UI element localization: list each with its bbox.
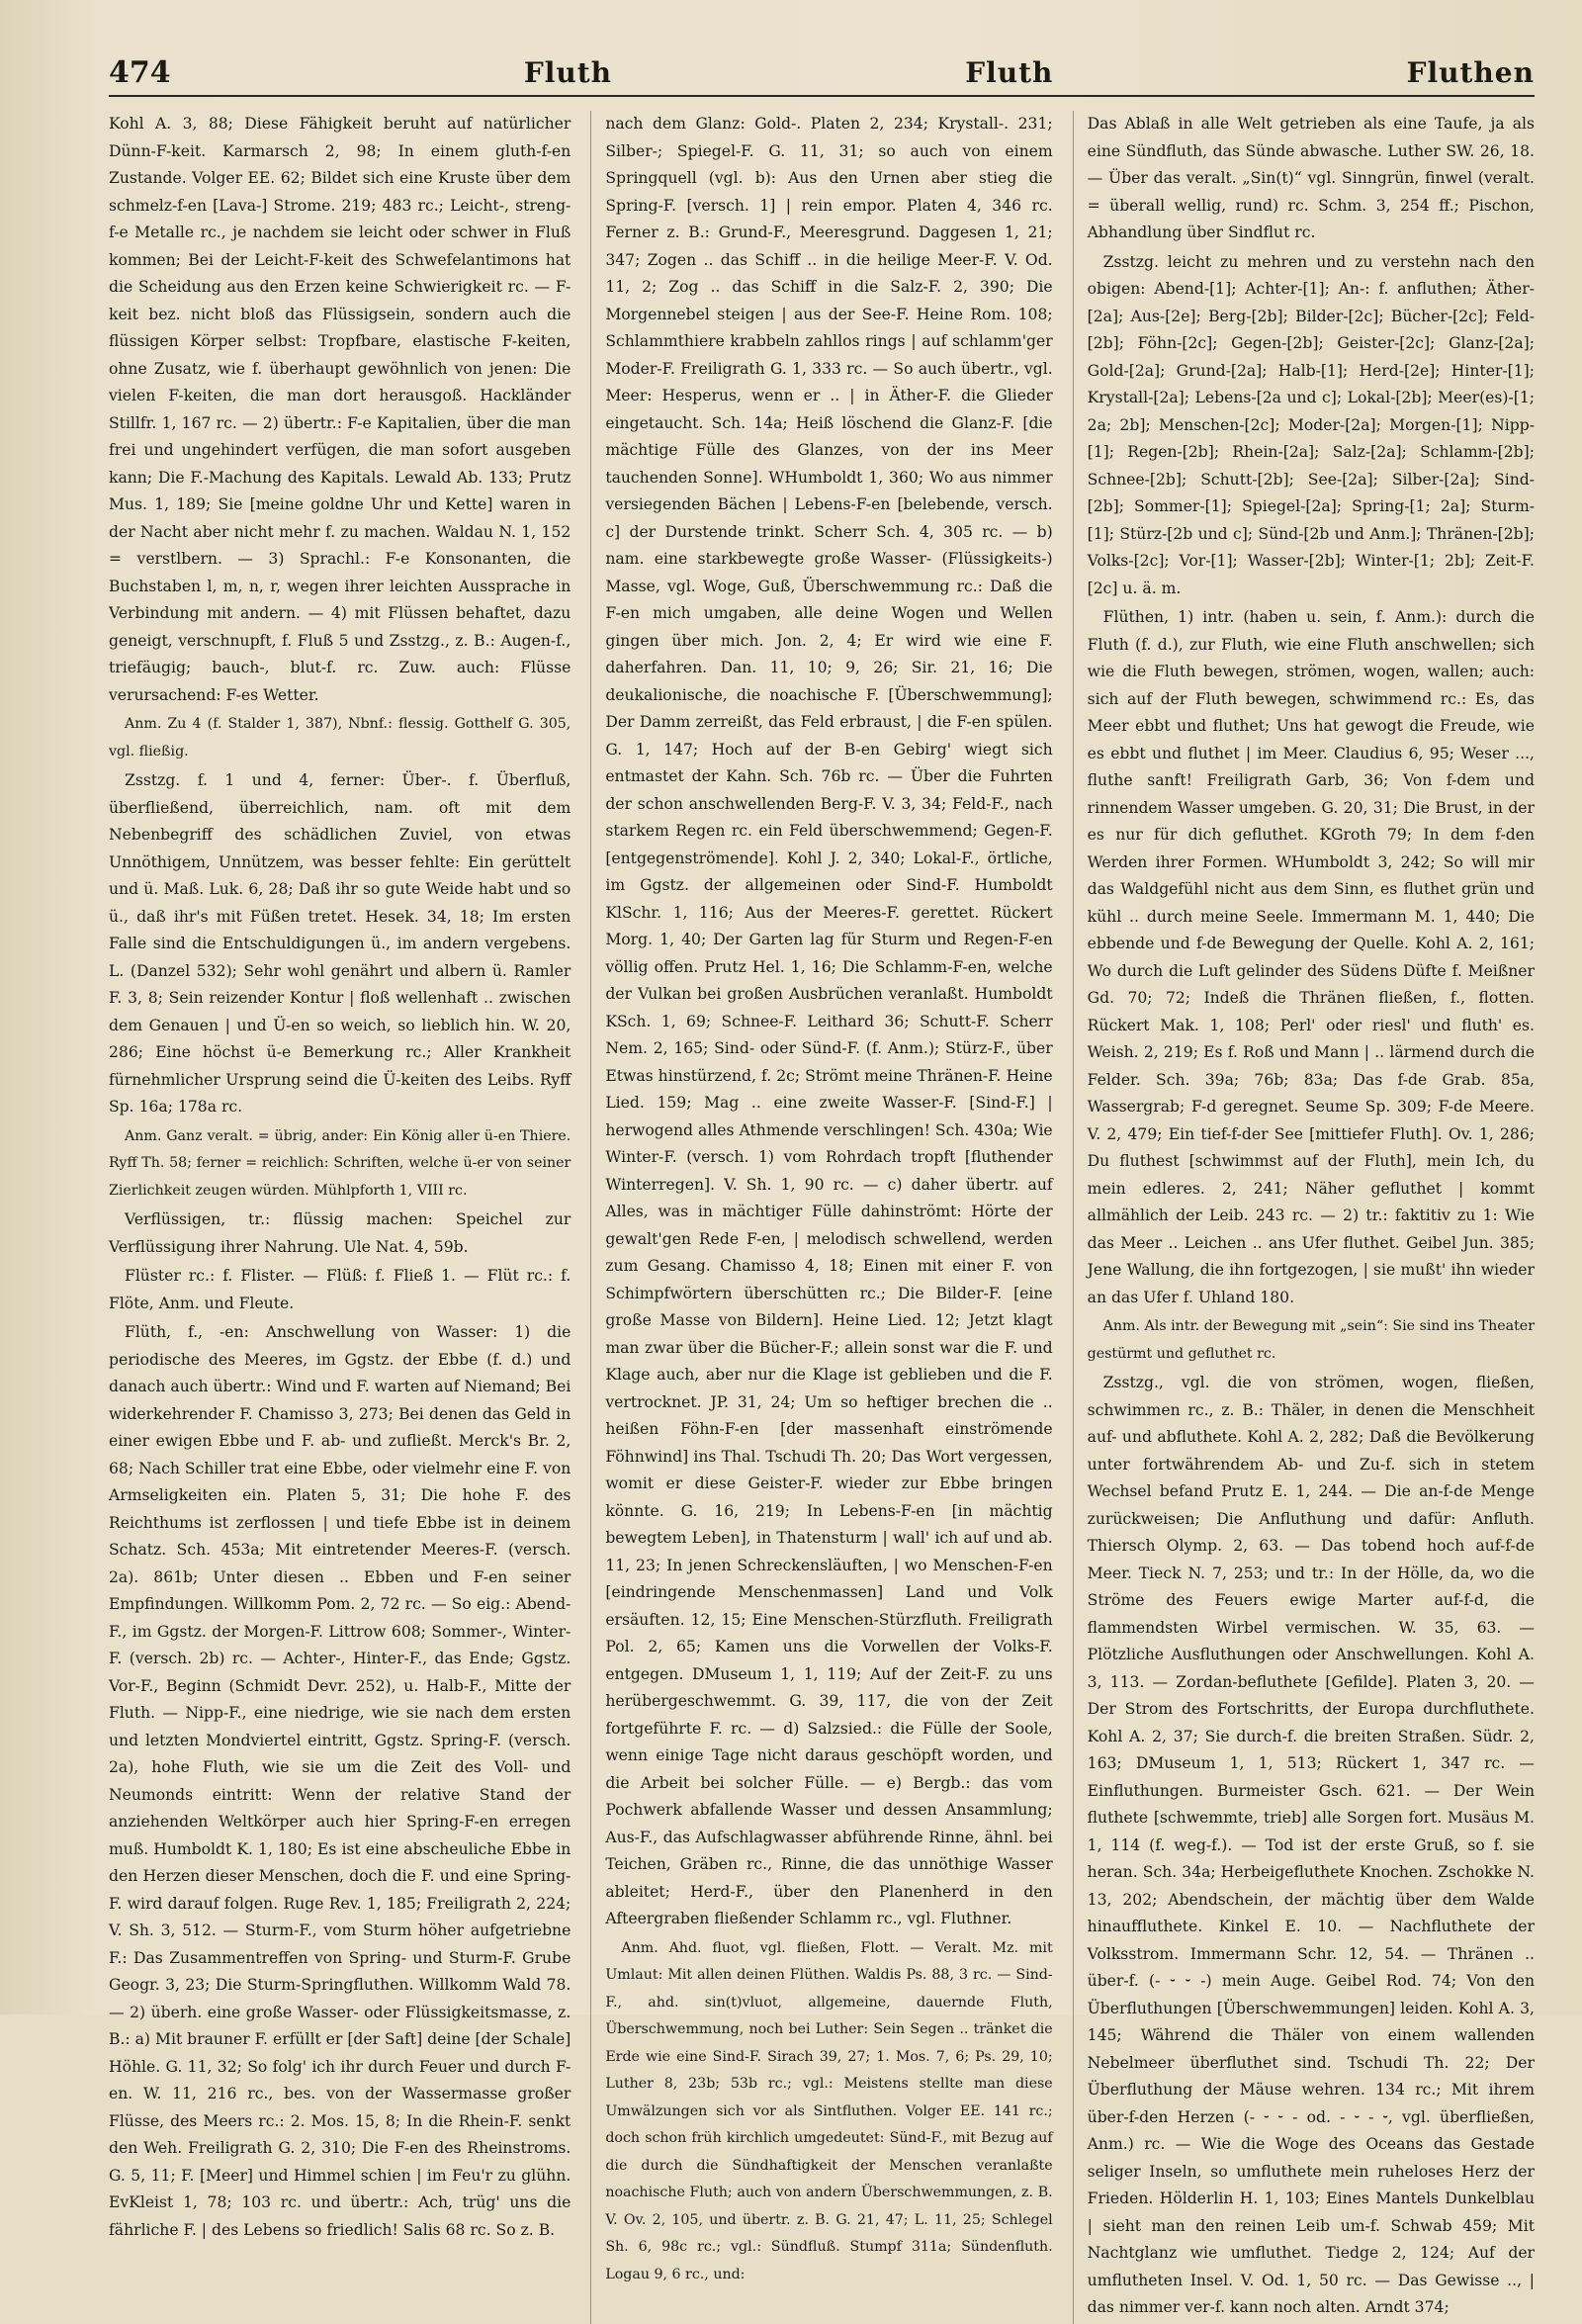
- entry-paragraph: Zsstzg. leicht zu mehren und zu verstehn nach den obigen: Abend-[1]; Achter-[1]; An-: f. anfluthen; Äther-[2a]; Aus-[2e]; Berg-[2b]; Bilder-[2c]; Bücher-[2c]; Feld-[2b]; Föhn-[2c]; Gegen-[2b]; Geister-[2c]; Glanz-[2a]; Gold-[2a]; Grund-[2a]; Halb-[1]; Herd-[2e]; Hinter-[1]; Krystall-[2a]; Lebens-[2a und c]; Lokal-[2b]; Meer(es)-[1; 2a; 2b]; Menschen-[2c]; Moder-[2a]; Morgen-[1]; Nipp-[1]; Regen-[2b]; Rhein-[2a]; Salz-[2a]; Schlamm-[2b]; Schnee-[2b]; Schutt-[2b]; See-[2a]; Silber-[2a]; Sind-[2b]; Sommer-[1]; Spiegel-[2a]; Spring-[1; 2a]; Sturm-[1]; Stürz-[2b und c]; Sünd-[2b und Anm.]; Thränen-[2b]; Volks-[2c]; Vor-[1]; Wasser-[2b]; Winter-[1; 2b]; Zeit-F. [2c] u. ä. m.: [1087, 252, 1535, 597]
- page-header: [109, 55, 1535, 97]
- column-middle: [590, 111, 1052, 2324]
- running-head-left: Fluth: [523, 56, 613, 89]
- entry-paragraph: Flüster rc.: f. Flister. — Flüß: f. Fließ 1. — Flüt rc.: f. Flöte, Anm. und Fleute.: [109, 1267, 571, 1312]
- running-head-center: Fluth: [965, 56, 1054, 89]
- column-left: [109, 111, 571, 2324]
- entry-paragraph: Flüth, f., -en: Anschwellung von Wasser: 1) die periodische des Meeres, im Ggstz. der Ebbe (f. d.) und danach auch übertr.: Wind und F. warten auf Niemand; Bei widerkehrender F. Chamisso 3, 273; Bei denen das Geld in einer ewigen Ebbe und F. ab- und zufließt. Merck's Br. 2, 68; Nach Schiller trat eine Ebbe, oder vielmehr eine F. von Armseligkeiten ein. Platen 5, 31; Die hohe F. des Reichthums ist zerflossen | und tiefe Ebbe ist in deinem Schatz. Sch. 453a; Mit eintretender Meeres-F. (versch. 2a). 861b; Unter diesen .. Ebben und F-en seiner Empfindungen. Willkomm Pom. 2, 72 rc. — So eig.: Abend-F., im Ggstz. der Morgen-F. Littrow 608; Sommer-, Winter-F. (versch. 2b) rc. — Achter-, Hinter-F., das Ende; Ggstz. Vor-F., Beginn (Schmidt Devr. 252), u. Halb-F., Mitte der Fluth. — Nipp-F., eine niedrige, wie sie nach dem ersten und letzten Mondviertel eintritt, Ggstz. Spring-F. (versch. 2a), hohe Fluth, wie sie um die Zeit des Voll- und Neumonds eintritt: Wenn der relative Stand der anziehenden Weltkörper auch hier Spring-F-en erregen muß. Humboldt K. 1, 180; Es ist eine abscheuliche Ebbe in den Herzen dieser Menschen, doch die F. und eine Spring-F. wird darauf folgen. Ruge Rev. 1, 185; Freiligrath 2, 224; V. Sh. 3, 512. — Sturm-F., vom Sturm höher aufgetriebne F.: Das Zusammentreffen von Spring- und Sturm-F. Grube Geogr. 3, 23; Die Sturm-Springfluthen. Willkomm Wald 78. — 2) überh. eine große Wasser- oder Flüssigkeitsmasse, z. B.: a) Mit brauner F. erfüllt er [der Saft] deine [der Schale] Höhle. G. 11, 32; So folg' ich ihr durch Feuer und durch F-en. W. 11, 216 rc., bes. von der Wassermasse großer Flüsse, des Meers rc.: 2. Mos. 15, 8; In die Rhein-F. senkt den Weh. Freiligrath G. 2, 310; Die F-en des Rheinstroms. G. 5, 11; F. [Meer] und Himmel schien | im Feu'r zu glühn. EvKleist 1, 78; 103 rc. und übertr.: Ach, trüg' uns die fährliche F. | des Lebens so friedlich! Salis 68 rc. So z. B.: [109, 1323, 571, 2239]
- text-columns: [109, 111, 1535, 2316]
- column-right: [1073, 111, 1535, 2324]
- annotation-paragraph: Anm. Ganz veralt. = übrig, ander: Ein König aller ü-en Thiere. Ryff Th. 58; ferner = reichlich: Schriften, welche ü-er von seiner Zierlichkeit zeugen würden. Mühlpforth 1, VIII rc.: [109, 1127, 571, 1199]
- entry-paragraph: Das Ablaß in alle Welt getrieben als eine Taufe, ja als eine Sündfluth, das Sünde abwasche. Luther SW. 26, 18. — Über das veralt. „Sin(t)“ vgl. Sinngrün, finwel (veralt. = überall wellig, rund) rc. Schm. 3, 254 ff.; Pischon, Abhandlung über Sindflut rc.: [1087, 115, 1535, 241]
- annotation-paragraph: Anm. Als intr. der Bewegung mit „sein“: Sie sind ins Theater gestürmt und gefluthet rc.: [1087, 1318, 1535, 1362]
- annotation-paragraph: Anm. Ahd. fluot, vgl. fließen, Flott. — Veralt. Mz. mit Umlaut: Mit allen deinen Flüthen. Waldis Ps. 88, 3 rc. — Sind-F., ahd. sin(t)vluot, allgemeine, dauernde Fluth, Überschwemmung, noch bei Luther: Sein Segen .. tränket die Erde wie eine Sind-F. Sirach 39, 27; 1. Mos. 7, 6; Ps. 29, 10; Luther 8, 23b; 53b rc.; vgl.: Meistens stellte man diese Umwälzungen sich vor als Sintfluthen. Volger EE. 141 rc.; doch schon früh kirchlich umgedeutet: Sünd-F., mit Bezug auf die durch die Sündhaftigkeit der Menschen veranlaßte noachische Fluth; auch von andern Überschwemmungen, z. B. V. Ov. 2, 105, und übertr. z. B. G. 21, 47; L. 11, 25; Schlegel Sh. 6, 98c rc.; vgl.: Sündfluß. Stumpf 311a; Sündenfluth. Logau 9, 6 rc., und:: [605, 1939, 1053, 2282]
- annotation-paragraph: Anm. Zu 4 (f. Stalder 1, 387), Nbnf.: flessig. Gotthelf G. 305, vgl. fließig.: [109, 716, 571, 760]
- page-number: 474: [109, 55, 171, 90]
- entry-paragraph: Zsstzg., vgl. die von strömen, wogen, fließen, schwimmen rc., z. B.: Thäler, in denen die Menschheit auf- und abfluthete. Kohl A. 2, 282; Daß die Bevölkerung unter fortwährendem Ab- und Zu-f. sich in stetem Wechsel befand Prutz E. 1, 244. — Die an-f-de Menge zurückweisen; Die Anfluthung und dafür: Anfluth. Thiersch Olymp. 2, 63. — Das tobend hoch auf-f-de Meer. Tieck N. 7, 253; und tr.: In der Hölle, da, wo die Ströme des Feuers ewige Marter auf-f-d, die flammendsten Wirbel vermischen. W. 35, 63. — Plötzliche Ausfluthungen oder Anschwellungen. Kohl A. 3, 113. — Zordan-befluthete [Gefilde]. Platen 3, 20. — Der Strom des Fortschritts, der Europa durchfluthete. Kohl A. 2, 37; Sie durch-f. die breiten Straßen. Südr. 2, 163; DMuseum 1, 1, 513; Rückert 1, 347 rc. — Einfluthungen. Burmeister Gsch. 621. — Der Wein fluthete [schwemmte, trieb] alle Sorgen fort. Musäus M. 1, 114 (f. weg-f.). — Tod ist der erste Gruß, so f. sie heran. Sch. 34a; Herbeigefluthete Knochen. Zschokke N. 13, 202; Abendschein, der mächtig über dem Walde hinauffluthete. Kinkel E. 10. — Nachfluthete der Volksstrom. Immermann Schr. 12, 54. — Thränen .. über-f. (- ⏑ ⏑ -) mein Auge. Geibel Rod. 74; Von den Überfluthungen [Überschwemmungen] leiden. Kohl A. 3, 145; Während die Thäler von einem wallenden Nebelmeer überfluthet sind. Tschudi Th. 22; Der Überfluthung der Mäuse wehren. 134 rc.; Mit ihrem über-f-den Herzen (- ⏑ ⏑ - od. - ⏑ - ⏑, vgl. überfließen, Anm.) rc. — Wie die Woge des Oceans das Gestade seliger Inseln, so umfluthete mein ruheloses Herz der Frieden. Hölderlin H. 1, 103; Eines Mantels Dunkelblau | sieht man den reinen Leib um-f. Schwab 459; Mit Nachtglanz wie umfluthet. Tiedge 2, 124; Auf der umflutheten Insel. V. Od. 1, 50 rc. — Das Gewisse .., | das nimmer ver-f. kann noch alten. Arndt 374;: [1087, 1374, 1535, 2316]
- entry-paragraph: Flüthen, 1) intr. (haben u. sein, f. Anm.): durch die Fluth (f. d.), zur Fluth, wie eine Fluth anschwellen; sich wie die Fluth bewegen, strömen, wogen, wallen; auch: sich auf der Fluth bewegen, schwimmend rc.: Es, das Meer ebbt und fluthet; Uns hat gewogt die Freude, wie es ebbt und fluthet | im Meer. Claudius 6, 95; Weser ..., fluthe sanft! Freiligrath Garb, 36; Von f-dem und rinnendem Wasser umgeben. G. 20, 31; Die Brust, in der es nur für dich gefluthet. KGroth 79; In dem f-den Werden ihrer Formen. WHumboldt 3, 242; So will mir das Waldgefühl nicht aus dem Sinn, es fluthet grün und kühl .. durch meine Seele. Immermann M. 1, 440; Die ebbende und f-de Bewegung der Quelle. Kohl A. 2, 161; Wo durch die Luft gelinder des Südens Düfte f. Meißner Gd. 70; 72; Indeß die Thränen fließen, f., flotten. Rückert Mak. 1, 108; Perl' oder riesl' und fluth' es. Weish. 2, 219; Es f. Roß und Mann | .. lärmend durch die Felder. Sch. 39a; 76b; 83a; Das f-de Grab. 85a, Wassergrab; F-d geregnet. Seume Sp. 309; F-de Meere. V. 2, 479; Ein tief-f-der See [mittiefer Fluth]. Ov. 1, 286; Du fluthest [schwimmst auf der Fluth], mein Ich, du mein edleres. 2, 241; Näher gefluthet | kommt allmählich der Leib. 243 rc. — 2) tr.: faktitiv zu 1: Wie das Meer .. Leichen .. ans Ufer fluthet. Geibel Jun. 385; Jene Wallung, die ihn fortgezogen, | sie mußt' ihn wieder an das Ufer f. Uhland 180.: [1087, 608, 1535, 1306]
- entry-paragraph: Kohl A. 3, 88; Diese Fähigkeit beruht auf natürlicher Dünn-F-keit. Karmarsch 2, 98; In einem gluth-f-en Zustande. Volger EE. 62; Bildet sich eine Kruste über dem schmelz-f-en [Lava-] Strome. 219; 483 rc.; Leicht-, streng-f-e Metalle rc., je nachdem sie leicht oder schwer in Fluß kommen; Bei der Leicht-F-keit des Schwefelantimons hat die Scheidung aus den Erzen keine Schwierigkeit rc. — F-keit bez. nicht bloß das Flüssigsein, sondern auch die flüssigen Körper selbst: Tropfbare, elastische F-keiten, ohne Zusatz, wie f. überhaupt gewöhnlich von jenen: Die vielen F-keiten, die man dort herausgoß. Hackländer Stillfr. 1, 167 rc. — 2) übertr.: F-e Kapitalien, über die man frei und ungehindert verfügen, die man sofort ausgeben kann; Die F.-Machung des Kapitals. Lewald Ab. 133; Prutz Mus. 1, 189; Sie [meine goldne Uhr und Kette] waren in der Nacht aber nicht mehr f. zu machen. Waldau N. 1, 152 = verstlbern. — 3) Sprachl.: F-e Konsonanten, die Buchstaben l, m, n, r, wegen ihrer leichten Aussprache in Verbindung mit andern. — 4) mit Flüssen behaftet, dazu geneigt, verschnupft, f. Fluß 5 und Zsstzg., z. B.: Augen-f., triefäugig; bauch-, blut-f. rc. Zuw. auch: Flüsse verursachend: F-es Wetter.: [109, 115, 571, 704]
- running-head-right: Fluthen: [1406, 56, 1535, 89]
- entry-paragraph: nach dem Glanz: Gold-. Platen 2, 234; Krystall-. 231; Silber-; Spiegel-F. G. 11, 31; so auch von einem Springquell (vgl. b): Aus den Urnen aber stieg die Spring-F. [versch. 1] | rein empor. Platen 4, 346 rc. Ferner z. B.: Grund-F., Meeresgrund. Daggesen 1, 21; 347; Zogen .. das Schiff .. in die heilige Meer-F. V. Od. 11, 2; Zog .. das Schiff in die Salz-F. 2, 390; Die Morgennebel steigen | aus der See-F. Heine Rom. 108; Schlammthiere krabbeln zahllos rings | auf schlamm'ger Moder-F. Freiligrath G. 1, 333 rc. — So auch übertr., vgl. Meer: Hesperus, wenn er .. | in Äther-F. die Glieder eingetaucht. Sch. 14a; Heiß löschend die Glanz-F. [die mächtige Fülle des Glanzes, von der ins Meer tauchenden Sonne]. WHumboldt 1, 360; Wo aus nimmer versiegenden Bächen | Lebens-F-en [belebende, versch. c] der Durstende trinkt. Scherr Sch. 4, 305 rc. — b) nam. eine starkbewegte große Wasser- (Flüssigkeits-) Masse, vgl. Woge, Guß, Überschwemmung rc.: Daß die F-en mich umgaben, alle deine Wogen und Wellen gingen über mich. Jon. 2, 4; Er wird wie eine F. daherfahren. Dan. 11, 10; 9, 26; Sir. 21, 16; Die deukalionische, die noachische F. [Überschwemmung]; Der Damm zerreißt, das Feld erbraust, | die F-en spülen. G. 1, 147; Hoch auf der B-en Gebirg' wiegt sich entmastet der Kahn. Sch. 76b rc. — Über die Fuhrten der schon anschwellenden Berg-F. V. 3, 34; Feld-F., nach starkem Regen rc. ein Feld überschwemmend; Gegen-F. [entgegenströmende]. Kohl J. 2, 340; Lokal-F., örtliche, im Ggstz. der allgemeinen oder Sind-F. Humboldt KlSchr. 1, 116; Aus der Meeres-F. gerettet. Rückert Morg. 1, 40; Der Garten lag für Sturm und Regen-F-en völlig offen. Prutz Hel. 1, 16; Die Schlamm-F-en, welche der Vulkan bei großen Ausbrüchen veranlaßt. Humboldt KSch. 1, 69; Schnee-F. Leithard 36; Schutt-F. Scherr Nem. 2, 165; Sind- oder Sünd-F. (f. Anm.); Stürz-F., über Etwas hinstürzend, f. 2c; Strömt meine Thränen-F. Heine Lied. 159; Mag .. eine zweite Wasser-F. [Sind-F.] | herwogend alles Athmende verschlingen! Sch. 430a; Wie Winter-F. (versch. 1) vom Rohrdach tropft [fluthender Winterregen]. V. Sh. 1, 90 rc. — c) daher übertr. auf Alles, was in mächtiger Fülle dahinströmt: Hörte der gewalt'gen Rede F-en, | melodisch schwellend, werden zum Gesang. Chamisso 4, 18; Einen mit einer F. von Schimpfwörtern überschütten rc.; Die Bilder-F. [eine große Masse von Bildern]. Heine Lied. 12; Jetzt klagt man zwar über die Bücher-F.; allein sonst war die F. und Klage auch, aber nur die Klage ist geblieben und die F. vertrocknet. JP. 31, 24; Um so heftiger brechen die .. heißen Föhn-F-en [der massenhaft einströmende Föhnwind] ins Thal. Tschudi Th. 20; Das Wort vergessen, womit er diese Geister-F. wieder zur Ebbe bringen könnte. G. 16, 219; In Lebens-F-en [in mächtig bewegtem Leben], in Thatensturm | wall' ich auf und ab. 11, 23; In jenen Schreckensläuften, | wo Menschen-F-en [eindringende Menschenmassen] Land und Volk ersäuften. 12, 15; Eine Menschen-Stürzfluth. Freiligrath Pol. 2, 65; Kamen uns die Vorwellen der Volks-F. entgegen. DMuseum 1, 1, 119; Auf der Zeit-F. zu uns herübergeschwemmt. G. 39, 117, die von der Zeit fortgeführte F. rc. — d) Salzsied.: die Fülle der Soole, wenn einige Tage nicht daraus geschöpft worden, und die Arbeit bei solcher Fülle. — e) Bergb.: das vom Pochwerk abfallende Wasser und dessen Ansammlung; Aus-F., das Aufschlagwasser abführende Rinne, ähnl. bei Teichen, Gräben rc., Rinne, die das unnöthige Wasser ableitet; Herd-F., über den Planenherd in den Afteergraben fließender Schlamm rc., vgl. Fluthner.: [605, 115, 1053, 1927]
- entry-paragraph: Zsstzg. f. 1 und 4, ferner: Über-. f. Überfluß, überfließend, überreichlich, nam. oft mit dem Nebenbegriff des schädlichen Zuviel, von etwas Unnöthigem, Unnützem, was besser fehlte: Ein gerüttelt und ü. Maß. Luk. 6, 28; Daß ihr so gute Weide habt und so ü., daß ihr's mit Füßen tretet. Hesek. 34, 18; Im ersten Falle sind die Entschuldigungen ü., im andern vergebens. L. (Danzel 532); Sehr wohl genährt und albern ü. Ramler F. 3, 8; Sein reizender Kontur | floß wellenhaft .. zwischen dem Genauen | und Ü-en so weich, so lieblich hin. W. 20, 286; Eine höchst ü-e Bemerkung rc.; Aller Krankheit fürnehmlicher Ursprung seind die Ü-keiten des Leibs. Ryff Sp. 16a; 178a rc.: [109, 771, 571, 1116]
- entry-paragraph: Verflüssigen, tr.: flüssig machen: Speichel zur Verflüssigung ihrer Nahrung. Ule Nat. 4, 59b.: [109, 1210, 571, 1256]
